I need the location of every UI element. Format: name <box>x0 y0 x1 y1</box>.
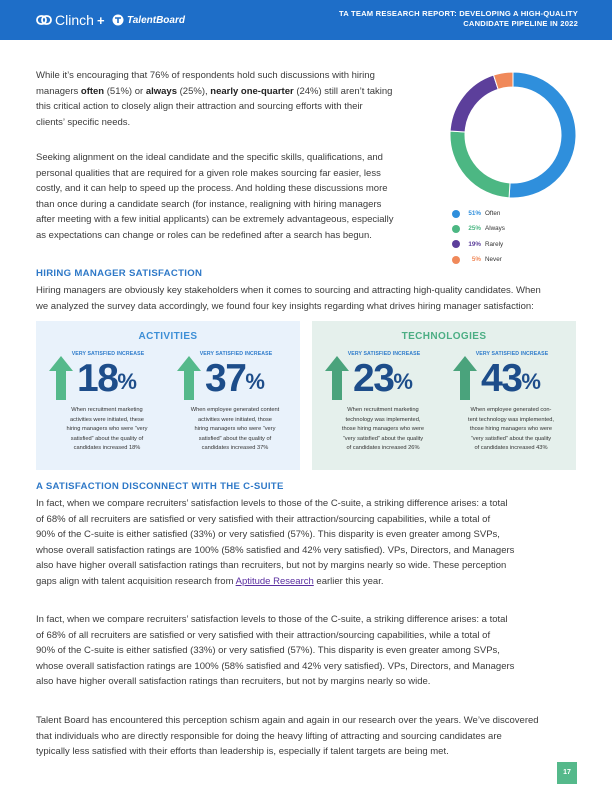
stat-description <box>52 406 162 454</box>
donut-slice-often <box>509 72 576 198</box>
stat-desc-line: those hiring managers who were <box>469 426 553 433</box>
paragraph-line: 90% of the C-suite is either satisfied (33%) or very satisfied (57%). This disparity is even greater among SVPs, <box>36 645 500 657</box>
paragraph-line: 90% of the C-suite is either satisfied (33%) or very satisfied (57%). This disparity is even greater among SVPs, <box>36 529 500 541</box>
disconnect-paragraph-2 <box>36 612 514 690</box>
stat-desc-line: of candidates increased 26% <box>346 445 420 452</box>
legend-label-often: Often <box>485 210 501 218</box>
alignment-paragraph <box>36 150 394 244</box>
technologies-title: TECHNOLOGIES <box>401 331 487 342</box>
stat-desc-line: When employee generated content <box>190 407 280 413</box>
paragraph-line: personal qualities that are required for a given role makes sourcing far easier, less <box>36 167 381 179</box>
legend-label-never: Never <box>485 256 502 264</box>
activities-panel <box>36 321 300 470</box>
paragraph-line: also have higher overall satisfaction ratings than recruiters, but not by margins nearly so wide. These perception <box>36 560 507 572</box>
hiring-satisfaction-heading: HIRING MANAGER SATISFACTION <box>36 268 203 279</box>
paragraph-line: as expectations can change or roles can be redefined after a search has begun. <box>36 229 372 241</box>
intro-text: (51%) or <box>104 85 146 97</box>
up-arrow-icon <box>324 355 350 401</box>
intro-text: (24%) still aren’t taking <box>293 85 393 97</box>
paragraph-line: of 68% of all recruiters are satisfied or very satisfied with their attraction/sourcing capabilities, while a total of <box>36 513 491 525</box>
disconnect-paragraph-1 <box>36 496 514 590</box>
stat-desc-line: “very satisfied” about the quality <box>342 435 424 442</box>
stat-desc-line: When recruitment marketing <box>71 407 143 413</box>
legend-label-rarely: Rarely <box>485 240 504 248</box>
talentboard-logo-icon <box>112 14 124 26</box>
logo-plus: + <box>97 12 105 28</box>
stat-value <box>353 357 413 401</box>
up-arrow-icon <box>48 355 74 401</box>
stat-label: VERY SATISFIED INCREASE <box>199 351 273 357</box>
stat-label: VERY SATISFIED INCREASE <box>347 351 421 357</box>
donut-slice-rarely <box>450 75 498 132</box>
paragraph-line: In fact, when we compare recruiters’ satisfaction levels to those of the C-suite, a striking difference arises: a total <box>36 498 508 509</box>
intro-line: this critical action to closely align their attraction and sourcing efforts with their <box>36 101 363 113</box>
paragraph-line: we analyzed the survey data accordingly, we found four key insights regarding what drives hiring manager satisfaction: <box>36 300 534 312</box>
stat-percent-sign: % <box>245 369 265 394</box>
report-title-strong: TA TEAM RESEARCH REPORT: <box>339 9 457 18</box>
intro-line: While it’s encouraging that 76% of respondents hold such discussions with hiring <box>36 70 375 81</box>
legend-swatch-rarely <box>452 240 460 248</box>
intro-line: clients’ specific needs. <box>36 116 131 128</box>
clinch-logo-text: Clinch <box>55 12 94 28</box>
intro-text: (25%), <box>177 85 211 97</box>
stat-percent-sign: % <box>117 369 137 394</box>
stat-desc-line: activities were initiated, these <box>70 416 144 423</box>
paragraph-line: Talent Board has encountered this perception schism again and again in our research over the years. We’ve discovered <box>36 715 539 726</box>
paragraph-line: In fact, when we compare recruiters’ satisfaction levels to those of the C-suite, a striking difference arises: a total <box>36 614 508 625</box>
paragraph-text: earlier this year. <box>313 575 384 587</box>
stat-desc-line: candidates increased 37% <box>201 445 269 452</box>
legend-value-always: 25% <box>468 225 481 233</box>
paragraph-line: Seeking alignment on the ideal candidate and the specific skills, qualifications, and <box>36 152 383 163</box>
stat-description <box>456 406 566 454</box>
stat-description <box>328 406 438 454</box>
legend-value-rarely: 19% <box>468 240 481 248</box>
stat-number: 18 <box>77 357 118 400</box>
up-arrow-icon <box>176 355 202 401</box>
paragraph-line: than once during a candidate search (for instance, realigning with hiring managers <box>36 198 382 210</box>
paragraph-text: gaps align with talent acquisition research from <box>36 575 236 587</box>
stat-number: 23 <box>353 357 394 400</box>
paragraph-line: that individuals who are directly responsible for doing the heavy lifting of attracting and sourcing candidates are <box>36 730 502 742</box>
discussion-frequency-donut-chart <box>449 71 577 199</box>
stat-desc-line: tent technology was implemented, <box>468 416 554 423</box>
clinch-logo-icon <box>36 14 52 26</box>
stat-desc-line: activities were initiated, those <box>198 416 272 423</box>
stat-value <box>205 357 265 401</box>
stat-desc-line: When recruitment marketing <box>347 407 419 413</box>
stat-percent-sign: % <box>521 369 541 394</box>
paragraph-line: whose overall satisfaction ratings are 100% (58% satisfied and 42% very satisfied). VPs, Directors, and Managers <box>36 660 515 672</box>
talentboard-logo-text: TalentBoard <box>127 14 185 26</box>
paragraph-line: costly, and it can help to speed up the process. And holding these discussions more <box>36 183 388 195</box>
stat-desc-line: hiring managers who were “very <box>66 426 148 433</box>
report-title-rest: DEVELOPING A HIGH-QUALITY <box>456 9 578 18</box>
donut-slice-always <box>450 131 510 198</box>
activities-title: ACTIVITIES <box>138 331 198 342</box>
stat-desc-line: satisfied” about the quality of <box>198 435 272 442</box>
stat-label: VERY SATISFIED INCREASE <box>475 351 549 357</box>
intro-text: managers <box>36 85 81 97</box>
legend-item-often <box>452 206 505 221</box>
page-header <box>0 0 612 40</box>
stat-desc-line: of candidates increased 43% <box>474 445 548 452</box>
paragraph-line: of 68% of all recruiters are satisfied or very satisfied with their attraction/sourcing capabilities, while a total of <box>36 629 491 641</box>
aptitude-research-link[interactable]: Aptitude Research <box>235 575 314 587</box>
donut-legend <box>452 206 505 267</box>
stat-number: 43 <box>481 357 522 400</box>
report-title-line2: CANDIDATE PIPELINE IN 2022 <box>463 19 578 28</box>
legend-swatch-never <box>452 256 460 264</box>
clinch-logo <box>36 12 94 28</box>
stat-percent-sign: % <box>393 369 413 394</box>
legend-item-always <box>452 221 505 236</box>
stat-value <box>481 357 541 401</box>
stat-number: 37 <box>205 357 246 400</box>
stat-desc-line: hiring managers who were “very <box>194 426 276 433</box>
stat-desc-line: satisfied” about the quality of <box>70 435 144 442</box>
legend-label-always: Always <box>485 225 505 233</box>
paragraph-line: also have higher overall satisfaction ratings than recruiters, but not by margins nearly so wide. <box>36 676 431 688</box>
stat-value <box>77 357 137 401</box>
disconnect-heading: A SATISFACTION DISCONNECT WITH THE C-SUITE <box>36 481 284 492</box>
page-number: 17 <box>557 762 577 784</box>
stat-desc-line: When employee generated con- <box>470 407 552 413</box>
hiring-paragraph <box>36 283 541 314</box>
intro-often: often <box>80 85 105 97</box>
legend-value-often: 51% <box>468 210 481 218</box>
stat-description <box>180 406 290 454</box>
legend-item-never <box>452 252 505 267</box>
legend-item-rarely <box>452 237 505 252</box>
paragraph-line: whose overall satisfaction ratings are 100% (58% satisfied and 42% very satisfied). VPs, Directors, and Managers <box>36 544 515 556</box>
paragraph-line: after meeting with a few initial applicants) can be extremely advantageous, especially <box>36 214 394 226</box>
report-title <box>339 9 578 29</box>
intro-always: always <box>145 85 177 97</box>
stat-desc-line: candidates increased 18% <box>73 445 141 452</box>
technologies-panel <box>312 321 576 470</box>
stat-desc-line: technology was implemented, <box>345 416 421 423</box>
intro-paragraph <box>36 68 392 130</box>
disconnect-paragraph-3 <box>36 713 539 760</box>
stat-label: VERY SATISFIED INCREASE <box>71 351 145 357</box>
up-arrow-icon <box>452 355 478 401</box>
stat-desc-line: those hiring managers who were <box>341 426 425 433</box>
talentboard-logo <box>112 12 185 28</box>
intro-quarter: nearly one-quarter <box>210 85 294 97</box>
paragraph-line: typically less satisfied with their efforts than leadership is, especially if talent targets are being met. <box>36 746 449 758</box>
legend-swatch-always <box>452 225 460 233</box>
stat-desc-line: “very satisfied” about the quality <box>470 435 552 442</box>
legend-swatch-often <box>452 210 460 218</box>
legend-value-never: 5% <box>471 256 481 264</box>
paragraph-line: Hiring managers are obviously key stakeholders when it comes to sourcing and attracting high-quality candidates. When <box>36 285 541 296</box>
